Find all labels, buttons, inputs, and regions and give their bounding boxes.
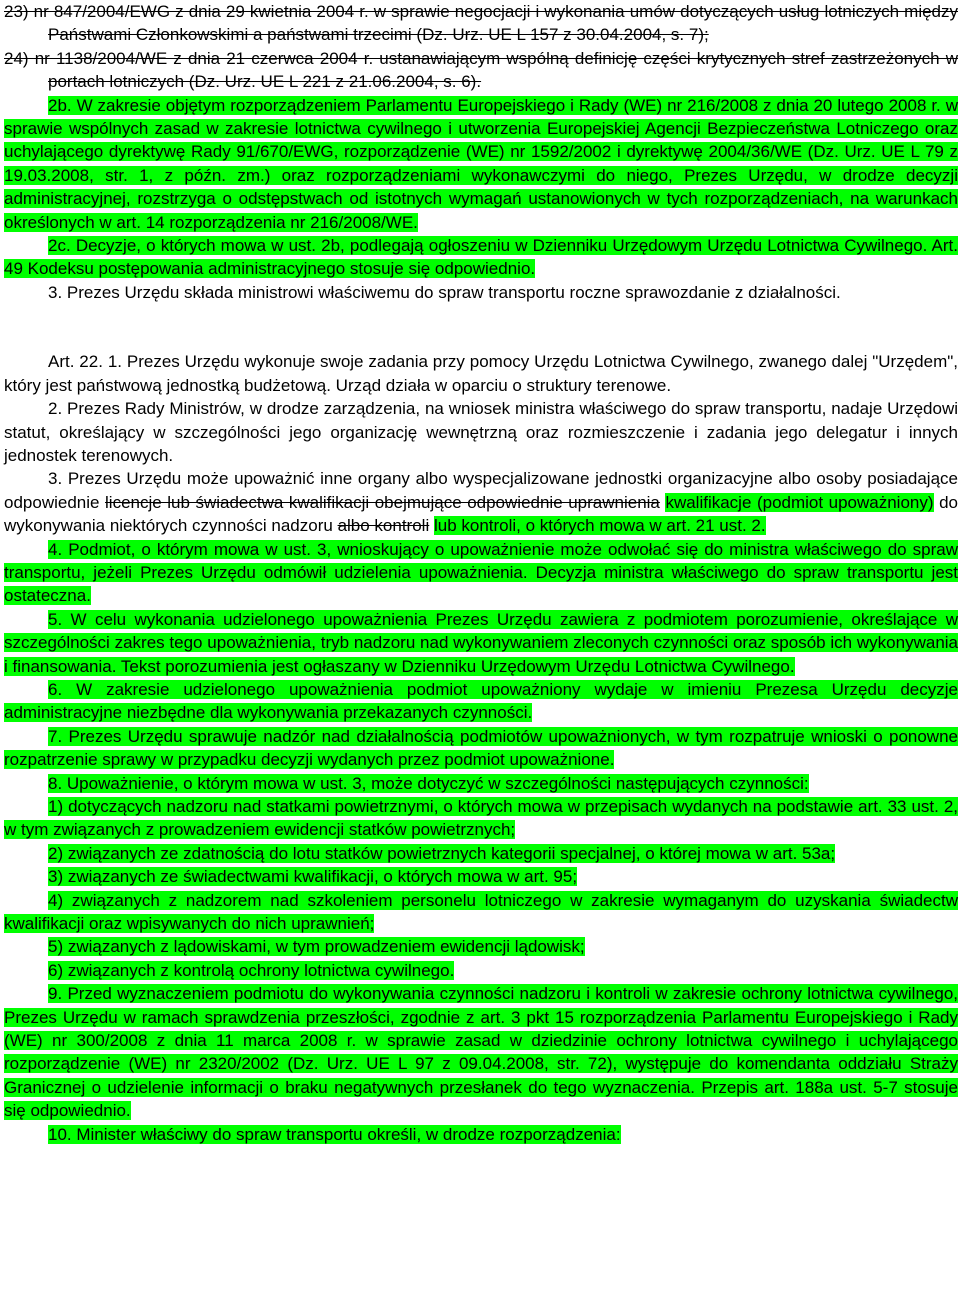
paragraph-2c [4,234,958,281]
inserted-text: 5) związanych z lądowiskami, w tym prowadzeniem ewidencji lądowisk; [48,937,585,957]
article-22-paragraph-6 [4,678,958,725]
inserted-text: 6) związanych z kontrolą ochrony lotnictwa cywilnego. [48,960,455,980]
deleted-text: albo kontroli [337,516,430,536]
inserted-text: 9. Przed wyznaczeniem podmiotu do wykonywania czynności nadzoru i kontroli w zakresie ochrony lotnictwa cywilnego, Prezes Urzędu w ramach sprawdzenia przeszłości, zgodnie z art. 3 pkt 15 rozporządzenia Parlamentu Europejskiego i Rady (WE) nr 300/2008 z dnia 11 marca 2008 r. w sprawie zasad w dziedzinie ochrony lotnictwa cywilnego i uchylającego rozporządzenie (WE) nr 2320/2002 (Dz. Urz. UE L 97 z 09.04.2008, str. 72), występuje do komendanta oddziału Straży Granicznej o udzielenie informacji o braku negatywnych przesłanek do tego wyznaczenia. Przepis art. 188a ust. 5-7 stosuje się odpowiednio. [4,984,958,1121]
inserted-text: 2c. Decyzje, o których mowa w ust. 2b, podlegają ogłoszeniu w Dzienniku Urzędowym Urzędu Lotnictwa Cywilnego. Art. 49 Kodeksu postępowania administracyjnego stosuje się odpowiednio. [4,236,958,279]
list-point-1 [4,795,958,842]
inserted-text: 8. Upoważnienie, o którym mowa w ust. 3, może dotyczyć w szczególności następujących czynności: [48,773,809,793]
paragraph-3 [4,281,958,304]
paragraph-text: 3. Prezes Urzędu może upoważnić inne organy albo wyspecjalizowane jednostki organizacyjne albo osoby posiadające odpowiednie [4,469,958,512]
article-22-paragraph-3 [4,467,958,537]
inserted-text: kwalifikacje (podmiot upoważniony) [665,492,934,512]
deleted-text: 23) nr 847/2004/EWG z dnia 29 kwietnia 2004 r. w sprawie negocjacji i wykonania umów dotyczących usług lotniczych między Państwami Członkowskimi a państwami trzecimi (Dz. Urz. UE L 157 z 30.04.2004, s. 7); [4,2,958,45]
article-22-paragraph-7 [4,725,958,772]
inserted-text: 1) dotyczących nadzoru nad statkami powietrznymi, o których mowa w przepisach wydanych na podstawie art. 33 ust. 2, w tym związanych z prowadzeniem ewidencji statków powietrznych; [4,797,958,840]
paragraph-2b [4,94,958,234]
list-point-2 [4,842,958,865]
inserted-text: 3) związanych ze świadectwami kwalifikacji, o których mowa w art. 95; [48,867,578,887]
article-22-paragraph-9 [4,982,958,1122]
article-22-paragraph-1 [4,350,958,397]
spacer [4,304,958,350]
inserted-text: 10. Minister właściwy do spraw transportu określi, w drodze rozporządzenia: [48,1124,621,1144]
list-point-3 [4,865,958,888]
list-item-24 [4,47,958,94]
deleted-text: 24) nr 1138/2004/WE z dnia 21 czerwca 2004 r. ustanawiającym wspólną definicję części krytycznych stref zastrzeżonych w portach lotniczych (Dz. Urz. UE L 221 z 21.06.2004, s. 6). [4,48,958,92]
inserted-text: 5. W celu wykonania udzielonego upoważnienia Prezes Urzędu zawiera z podmiotem porozumienie, określające w szczególności zakres tego upoważnienia, tryb nadzoru nad wykonywaniem zleconych czynności oraz sposób ich wykonywania i finansowania. Tekst porozumienia jest ogłaszany w Dzienniku Urzędowym Urzędu Lotnictwa Cywilnego. [4,609,958,676]
inserted-text: 6. W zakresie udzielonego upoważnienia podmiot upoważniony wydaje w imieniu Prezesa Urzędu decyzje administracyjne niezbędne dla wykonywania przekazanych czynności. [4,679,958,723]
article-22-paragraph-5 [4,608,958,678]
inserted-text: 7. Prezes Urzędu sprawuje nadzór nad działalnością podmiotów upoważnionych, w tym rozpatruje wnioski o ponowne rozpatrzenie sprawy w przypadku decyzji wydanych przez podmiot upoważnione. [4,726,958,770]
article-heading: Art. 22. [48,352,103,372]
paragraph-text: 2. Prezes Rady Ministrów, w drodze zarządzenia, na wniosek ministra właściwego do spraw transportu, nadaje Urzędowi statut, określający w szczególności jego organizację wewnętrzną oraz rozmieszczenie i zadania jego delegatur i innych jednostek terenowych. [4,399,958,465]
inserted-text: 4. Podmiot, o którym mowa w ust. 3, wnioskujący o upoważnienie może odwołać się do ministra właściwego do spraw transportu, jeżeli Prezes Urzędu odmówił udzielenia upoważnienia. Decyzja ministra właściwego do spraw transportu jest ostateczna. [4,539,958,606]
deleted-text: licencje lub świadectwa kwalifikacji obejmujące odpowiednie uprawnienia [105,492,660,512]
article-22-paragraph-10 [4,1123,958,1146]
list-item-23 [4,0,958,47]
article-22-paragraph-4 [4,538,958,608]
inserted-text: lub kontroli, o których mowa w art. 21 ust. 2. [433,516,766,536]
article-22-paragraph-8 [4,772,958,795]
list-point-6 [4,959,958,982]
article-22-paragraph-2 [4,397,958,467]
paragraph-text: 3. Prezes Urzędu składa ministrowi właściwemu do spraw transportu roczne sprawozdanie z działalności. [48,282,841,302]
list-point-4 [4,889,958,936]
inserted-text: 2) związanych ze zdatnością do lotu statków powietrznych kategorii specjalnej, o której mowa w art. 53a; [48,843,836,863]
paragraph-text: do wykonywania niektórych czynności nadzoru [4,492,958,536]
inserted-text: 4) związanych z nadzorem nad szkoleniem personelu lotniczego w zakresie wymaganym do uzyskania świadectw kwalifikacji oraz wpisywanych do nich uprawnień; [4,890,958,934]
inserted-text: 2b. W zakresie objętym rozporządzeniem Parlamentu Europejskiego i Rady (WE) nr 216/2008 z dnia 20 lutego 2008 r. w sprawie wspólnych zasad w zakresie lotnictwa cywilnego i utworzenia Europejskiej Agencji Bezpieczeństwa Lotniczego oraz uchylającego dyrektywę Rady 91/670/EWG, rozporządzenie (WE) nr 1592/2002 i dyrektywę 2004/36/WE (Dz. Urz. UE L 79 z 19.03.2008, str. 1, z późn. zm.) oraz rozporządzeniami wykonawczymi do niego, Prezes Urzędu, w drodze decyzji administracyjnej, rozstrzyga o odstępstwach od istotnych wymagań ustanowionych w tych rozporządzeniach, na warunkach określonych w art. 14 rozporządzenia nr 216/2008/WE. [4,95,958,232]
paragraph-text: 1. Prezes Urzędu wykonuje swoje zadania przy pomocy Urzędu Lotnictwa Cywilnego, zwanego dalej "Urzędem", który jest państwową jednostką budżetową. Urząd działa w oparciu o struktury terenowe. [4,352,958,395]
list-point-5 [4,935,958,958]
document-page [4,0,958,1146]
